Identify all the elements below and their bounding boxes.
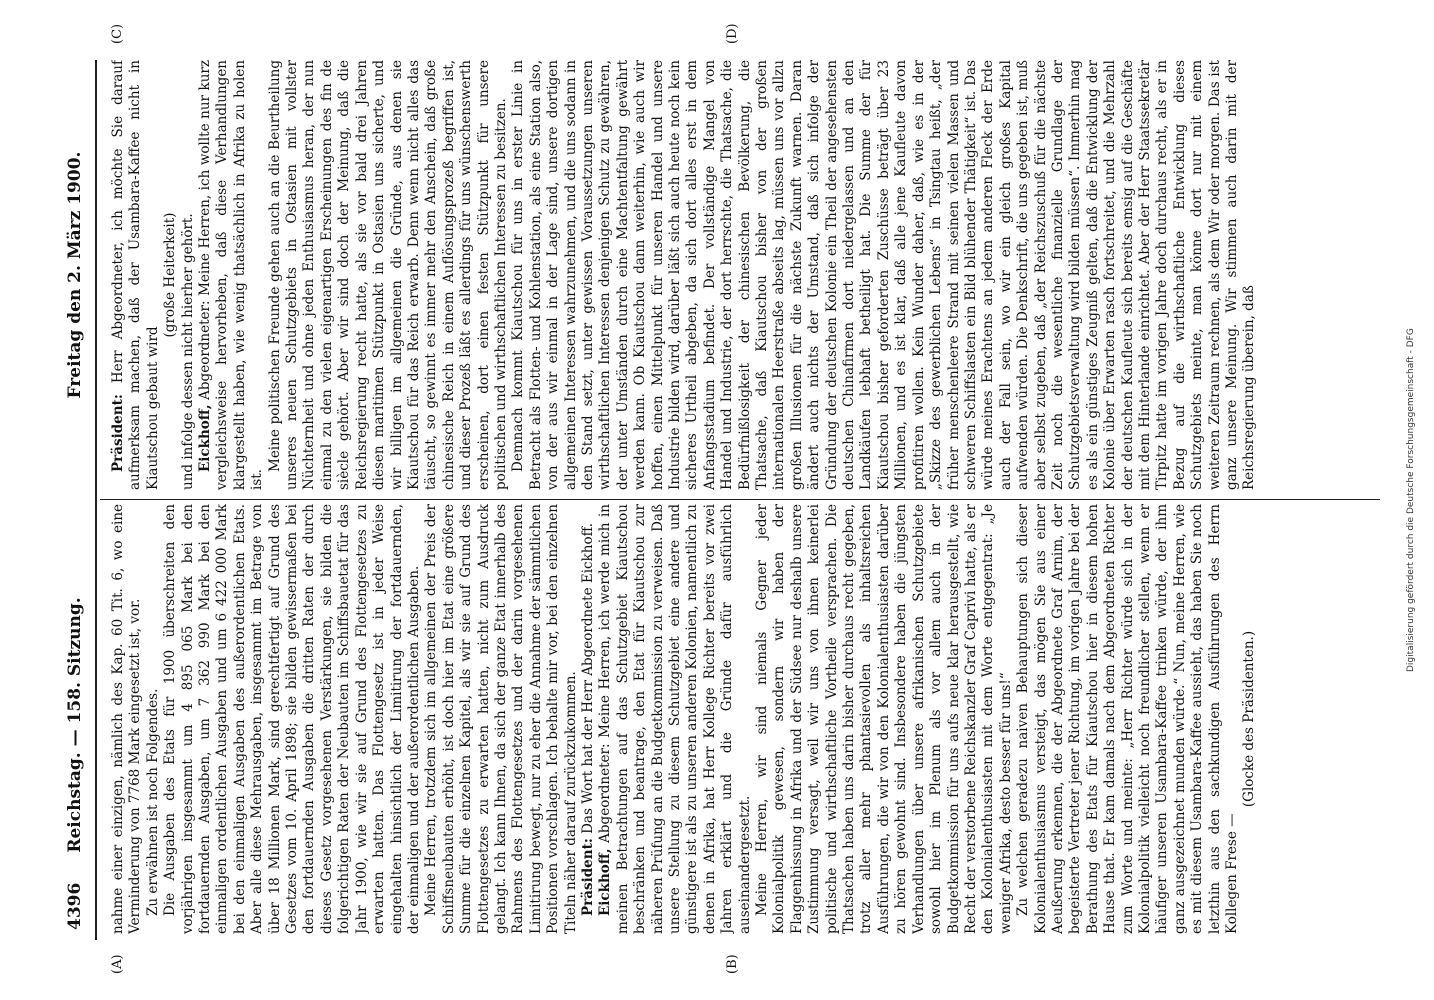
page-header <box>55 50 95 950</box>
header-right-title: Freitag den 2. März 1900. <box>65 151 85 399</box>
column-divider <box>100 499 1380 500</box>
digitization-note: Digitalisierung gefördert durch die Deutsche Forschungsgemeinschaft - DFG <box>1406 328 1416 672</box>
speech-text: Das Wort hat der Herr Abgeordnete Eickhoff. <box>579 522 596 839</box>
paragraph: Demnach kommt Kiautschou für uns in erster Linie in Betracht als Flotten- und Kohlenstation, als eine Station also, von der aus wir einmal in der Lage sind, unsere dortigen allgemeinen Interessen wahrzunehmen, und die uns sodann in den Stand setzt, unter gewissen Voraussetzungen unseren wirthschaftlichen Interessen denjenigen Schutz zu gewähren, der unter Umständen durch eine Machtentfaltung gewährt werden kann. Ob Kiautschou dann weiterhin, wie auch wir hoffen, einen Mittelpunkt für unseren Handel und unsere Industrie bilden wird, darüber läßt sich auch heute noch kein sicheres Urtheil abgeben, da sich dort alles erst in dem Anfangsstadium befindet. Der vollständige Mangel von Handel und Industrie, der dort herrschte, die Thatsache, die Bedürfnißlosigkeit der chinesischen Bevölkerung, die Thatsache, daß Kiautschou bisher von der großen internationalen Heerstraße abseits lag, müssen uns vor allzu großen Illusionen für die nächste Zukunft warnen. Daran ändert auch nichts der Umstand, daß sich infolge der Gründung der deutschen Kolonie ein Theil der angesehensten deutschen Chinafirmen dort niedergelassen und an den Landkäufen lebhaft betheiligt hat. Die Summe der für Kiautschou bisher geforderten Zuschüsse beträgt über 23 Millionen, und es ist klar, daß alle jene Kaufleute davon profitiren wollen. Kein Wunder daher, daß, wie es in der „Skizze des gewerblichen Lebens“ in Tsingtau heißt, „der früher menschenleere Strand mit seinen vielen Massen und schweren Schiffslasten ein Bild blühender Thätigkeit“ ist. Das würde meines Erachtens an jedem anderen Fleck der Erde auch der Fall sein, wo wir ein gleich großes Kapital aufwenden würden. Die Denkschrift, die uns gegeben ist, muß aber selbst zugeben, daß „der Reichszuschuß für die nächste Zeit noch die wesentliche finanzielle Grundlage der Schutzgebietsverwaltung wird bilden müssen“. Immerhin mag es als ein günstiges Zeugniß gelten, daß die Entwicklung der Kolonie über Erwarten rasch fortschreitet, und die Mehrzahl der deutschen Kaufleute sich bereits emsig auf die Geschäfte mit dem Hinterlande einrichtet. Aber der Herr Staatssekretär Tirpitz hatte im vorigen Jahre doch durchaus recht, als er in Bezug auf die wirthschaftliche Entwicklung dieses Schutzgebiets meinte, man könne dort nur mit einem weiteren Zeitraum rechnen, als dem Wir oder morgen. Das ist ganz unsere Meinung. Wir stimmen auch darin mit der Reichsregierung überein, daß <box>510 60 1258 490</box>
speech-text: Abgeordneter: Meine Herren, ich wollte nur kurz vergleichsweise hervorheben, daß diese Verhandlungen klargestellt haben, wie wenig thatsächlich in Afrika zu holen ist. <box>197 60 266 490</box>
paragraph: Meine Herren, trotzdem sich im allgemeinen der Preis der Schiffsneubauten erhöht, ist doch hier im Etat eine größere Summe für die einzelnen Kapitel, als wir sie auf Grund des Flottengesetzes zu erwarten hatten, nicht zum Ausdruck gelangt. Ich kann Ihnen, da sich der ganze Etat innerhalb des Rahmens des Flottengesetzes und der darin vorgesehenen Limitirung bewegt, nur zu eher die Annahme der sämmtlichen Positionen vorschlagen. Ich behalte mir vor, bei den einzelnen Titeln näher darauf zurückzukommen. <box>423 504 579 934</box>
paragraph <box>597 504 754 934</box>
paragraph: Die Ausgaben des Etats für 1900 überschreiten den vorjährigen insgesammt um 4 895 065 Mark bei den fortdauernden Ausgaben, um 7 362 990 Mark bei den einmaligen ordentlichen Ausgaben und um 6 422 000 Mark bei den einmaligen Ausgaben des außerordentlichen Etats. Aber alle diese Mehrausgaben, insgesammt im Betrage von über 18 Millionen Mark, sind gerechtfertigt auf Grund des Gesetzes vom 10. April 1898; sie bilden gewissermaßen bei den fortdauernden Ausgaben die dritten Raten der durch dieses Gesetz vorgesehenen Verstärkungen, sie bilden die folgerichtigen Raten der Neubauten im Schiffsbauetat für das Jahr 1900, wie wir sie auf Grund des Flottengesetzes zu erwarten hatten. Das Flottengesetz ist in jeder Weise eingehalten hinsichtlich der Limitirung der fortdauernden, der einmaligen und der außerordentlichen Ausgaben. <box>162 504 422 934</box>
paragraph: Zu erwähnen ist noch Folgendes. <box>144 688 161 916</box>
paragraph: Meine Herren, wir sind niemals Gegner jeder Kolonialpolitik gewesen, sondern wir haben der Flaggenhissung in Afrika und der Südsee nur deshalb unsere Zustimmung versagt, weil wir uns von ihnen keinerlei politische und wirthschaftliche Vortheile versprachen. Die Thatsachen haben uns darin bisher durchaus recht gegeben, trotz aller mehr phantasievollen als inhaltsreichen Ausführungen, die wir von den Kolonialenthusiasten darüber zu hören gewohnt sind. Insbesondere haben die jüngsten Verhandlungen über unsere afrikanischen Schutzgebiete sowohl hier im Plenum als vor allem auch in der Budgetkommission für uns aufs neue klar herausgestellt, wie Recht der verstorbene Reichskanzler Graf Caprivi hatte, als er den Kolonialenthusiasten mit dem Worte entgegentrat: „Je weniger Afrika, desto besser für uns!“ <box>754 504 1014 934</box>
margin-marker-c: (C) <box>110 23 125 44</box>
left-column <box>110 504 1370 934</box>
page-number: 4396 <box>65 882 85 930</box>
paragraph: Meine politischen Freunde gehen auch an die Beurtheilung unseres neuen Schutzgebiets in Ostasien mit vollster Nüchternheit und ohne jeden Enthusiasmus heran, der nun einmal zu den vielen eigenartigen Erscheinungen des fin de siècle gehört. Aber wir sind doch der Meinung, daß die Reichsregierung recht hatte, als sie vor bald drei Jahren diesen maritimen Stützpunkt in Ostasien uns sicherte, und wir billigen im allgemeinen die Gründe, aus denen sie Kiautschou für das Reich erwarb. Denn wenn nicht alles das täuscht, so gewinnt es immer mehr den Anschein, daß große chinesische Reich in einem Auflösungsprozeß begriffen ist, und dieser Prozeß läßt es allerdings für uns wünschenswerth erscheinen, dort einen festen Stützpunkt für unsere politischen und wirthschaftlichen Interessen zu besitzen. <box>266 60 509 490</box>
paragraph: nahme einer einzigen, nämlich des Kap. 60 Tit. 6, wo eine Verminderung von 7768 Mark eingesetzt ist, vor. <box>110 504 144 934</box>
paragraph: und infolge dessen nicht hierher gehört. <box>179 213 196 490</box>
speech-text: Herr Abgeordneter, ich möchte Sie darauf aufmerksam machen, daß der Usambara-Kaffee nicht in Kiautschou gebaut wird <box>110 60 161 490</box>
right-column <box>110 60 1370 490</box>
speech-text: Abgeordneter: Meine Herren, ich werde mich in meinen Betrachtungen auf das Schutzgebiet Kiautschou beschränken und beantrage, den Etat für Kiautschou zur näheren Prüfung an die Budgetkommission zu verweisen. Daß unsere Stellung zu diesem Schutzgebiet eine andere und günstigere ist als zu unseren anderen Kolonien, namentlich zu denen in Afrika, hat Herr Kollege Richter bereits vor zwei Jahren erklärt und die Gründe dafür ausführlich auseinandergesetzt. <box>597 504 753 934</box>
speaker-name: Präsident: <box>579 838 596 916</box>
header-left-title: Reichstag. — 158. Sitzung. <box>65 597 85 853</box>
paragraph <box>580 504 597 934</box>
paragraph <box>197 60 267 490</box>
header-rule <box>95 60 97 940</box>
margin-marker-b: (B) <box>725 954 740 974</box>
paragraph: Zu welchen geradezu naiven Behauptungen sich dieser Kolonialenthusiasmus versteigt, das mögen Sie aus einer Aeußerung erkennen, die der Abgeordnete Graf Arnim, der begeisterte Vertreter jener Richtung, im vorigen Jahre bei der Berathung des Etats für Kiautschou hier in diesem hohen Hause that. Er kam damals nach dem Abgeordneten Richter zum Worte und meinte: „Herr Richter würde sich in der Kolonialpolitik vielleicht noch freundlicher stellen, wenn er häufiger unseren Usambara-Kaffee trinken würde, der ihm ganz ausgezeichnet munden würde.“ Nun, meine Herren, wie es mit diesem Usambara-Kaffee aussieht, das haben Sie noch letzthin aus den sachkundigen Ausführungen des Herrn Kollegen Frese — <box>1015 504 1240 934</box>
speaker-name: Eickhoff, <box>197 404 214 472</box>
stage-direction: (Glocke des Präsidenten.) <box>1241 630 1258 808</box>
margin-marker-a: (A) <box>110 954 125 974</box>
speaker-name: Präsident: <box>110 394 126 472</box>
margin-marker-d: (D) <box>725 23 740 44</box>
paragraph <box>110 60 162 490</box>
speaker-name: Eickhoff, <box>597 848 614 916</box>
stage-direction: (große Heiterkeit) <box>162 212 179 338</box>
